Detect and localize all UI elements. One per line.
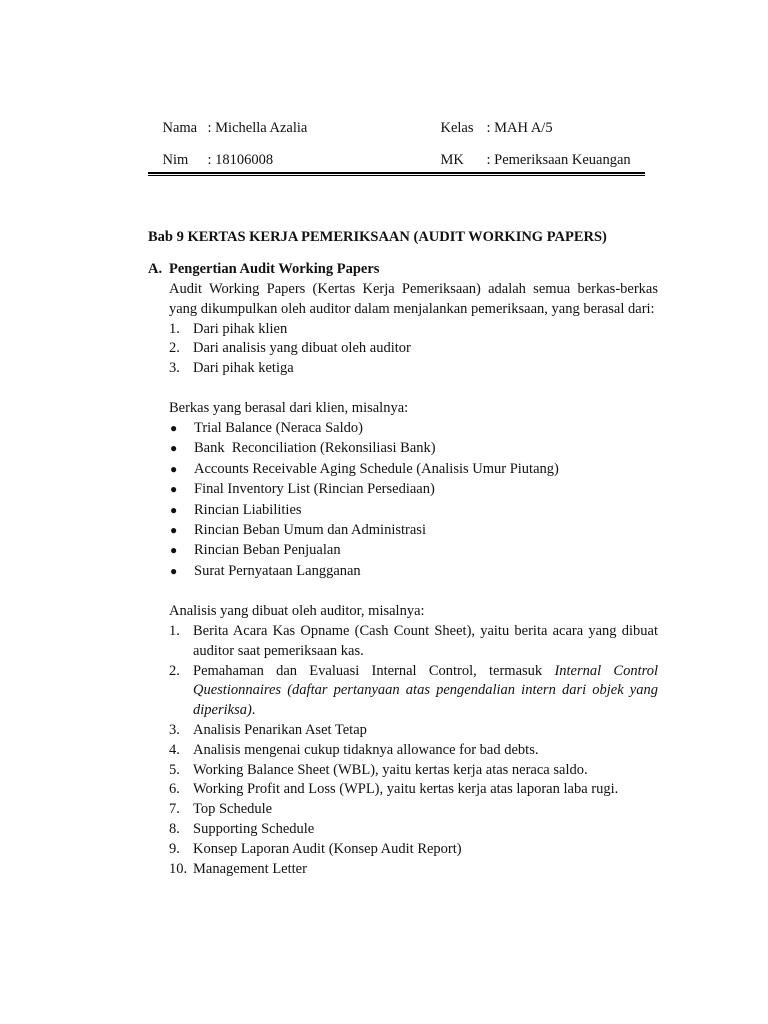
item-number: 5. <box>169 761 180 778</box>
item-number: 6. <box>169 781 180 798</box>
item-number: 7. <box>169 801 180 818</box>
list-item <box>169 562 658 582</box>
item-text: Accounts Receivable Aging Schedule (Analisis Umur Piutang) <box>194 460 559 477</box>
bullet-icon: ● <box>170 461 178 476</box>
client-intro: Berkas yang berasal dari klien, misalnya: <box>169 399 409 416</box>
list-item <box>169 359 658 379</box>
item-text: Konsep Laporan Audit (Konsep Audit Report) <box>193 840 462 857</box>
bullet-icon: ● <box>170 523 178 537</box>
mk-value: : Pemeriksaan Keuangan <box>486 152 631 168</box>
item-text: Dari pihak ketiga <box>193 360 294 377</box>
item-text: Working Profit and Loss (WPL), yaitu kertas kerja atas laporan laba rugi. <box>193 781 619 798</box>
bullet-icon: ● <box>170 482 178 497</box>
list-item <box>169 820 658 840</box>
item-text: Trial Balance (Neraca Saldo) <box>194 419 363 436</box>
list-item <box>169 439 658 459</box>
item-text: Rincian Beban Umum dan Administrasi <box>194 522 426 538</box>
bullet-icon: ● <box>170 502 178 517</box>
item-number: 2. <box>169 340 180 357</box>
mk-label: MK <box>440 152 464 168</box>
list-item <box>169 741 658 761</box>
list-item <box>169 521 658 541</box>
item-text: Dari pihak klien <box>193 320 288 337</box>
header-divider <box>148 172 645 176</box>
list-item <box>169 860 658 880</box>
section-a-heading <box>148 261 658 278</box>
list-item <box>169 662 658 721</box>
item-text <box>193 662 658 721</box>
item-number: 2. <box>169 662 180 679</box>
section-a-body <box>169 280 658 879</box>
item-text: Analisis mengenai cukup tidaknya allowance for bad debts. <box>193 741 539 758</box>
item-number: 10. <box>169 860 188 877</box>
list-item <box>169 840 658 860</box>
list-item <box>169 721 658 741</box>
nim-row <box>148 135 273 186</box>
item-text: Rincian Beban Penjualan <box>194 542 341 559</box>
section-a <box>148 261 658 879</box>
item-text: Top Schedule <box>193 801 273 818</box>
nama-value: : Michella Azalia <box>207 120 308 136</box>
item-text-end: . <box>251 702 256 719</box>
item-number: 1. <box>169 320 180 337</box>
item-text: Final Inventory List (Rincian Persediaan) <box>194 481 435 498</box>
item-text: Bank Reconciliation (Rekonsiliasi Bank) <box>194 440 436 457</box>
nim-label: Nim <box>162 152 189 168</box>
item-text: Working Balance Sheet (WBL), yaitu kertas kerja atas neraca saldo. <box>193 761 588 778</box>
sources-list <box>169 320 658 379</box>
item-number: 1. <box>169 623 180 640</box>
bullet-icon: ● <box>170 543 178 558</box>
bullet-icon: ● <box>170 563 178 578</box>
list-item <box>169 460 658 480</box>
item-text: Rincian Liabilities <box>194 501 302 518</box>
item-text-italic: Internal Control Questionnaires (daftar pertanyaan atas pengendalian intern dari objek yang diperiksa) <box>193 662 658 719</box>
item-text: Analisis Penarikan Aset Tetap <box>193 722 367 739</box>
item-text: Surat Pernyataan Langganan <box>194 562 361 579</box>
item-number: 3. <box>169 360 180 377</box>
intro-paragraph: Audit Working Papers (Kertas Kerja Pemeriksaan) adalah semua berkas-berkas yang dikumpulkan oleh auditor dalam menjalankan pemeriksaan, yang berasal dari: <box>169 281 658 317</box>
chapter-title: Bab 9 KERTAS KERJA PEMERIKSAAN (AUDIT WORKING PAPERS) <box>148 229 607 245</box>
list-item <box>169 780 658 800</box>
client-items-list <box>169 419 658 582</box>
item-text: Dari analisis yang dibuat oleh auditor <box>193 340 411 357</box>
section-heading-text: Pengertian Audit Working Papers <box>169 261 380 277</box>
list-item <box>169 419 658 439</box>
list-item <box>169 501 658 521</box>
kelas-value: : MAH A/5 <box>486 120 553 136</box>
auditor-intro: Analisis yang dibuat oleh auditor, misalnya: <box>169 603 425 620</box>
nim-value: : 18106008 <box>207 152 274 168</box>
kelas-label: Kelas <box>440 120 474 136</box>
nama-label: Nama <box>162 120 198 136</box>
list-item <box>169 761 658 781</box>
item-text: Supporting Schedule <box>193 821 315 838</box>
list-item <box>169 480 658 500</box>
list-item <box>169 320 658 340</box>
item-text: Management Letter <box>193 860 307 877</box>
section-letter: A. <box>148 261 163 277</box>
item-text-plain: Pemahaman dan Evaluasi Internal Control, termasuk <box>193 662 555 679</box>
auditor-items-list <box>169 622 658 879</box>
item-number: 9. <box>169 840 180 857</box>
list-item <box>169 339 658 359</box>
item-text: Berita Acara Kas Opname (Cash Count Sheet), yaitu berita acara yang dibuat auditor saat pemeriksaan kas. <box>193 623 658 659</box>
item-number: 8. <box>169 821 180 838</box>
item-number: 4. <box>169 741 180 758</box>
list-item <box>169 541 658 561</box>
mk-row <box>426 135 631 186</box>
bullet-icon: ● <box>170 420 178 435</box>
list-item <box>169 622 658 662</box>
bullet-icon: ● <box>170 441 178 456</box>
item-number: 3. <box>169 722 180 739</box>
list-item <box>169 800 658 820</box>
